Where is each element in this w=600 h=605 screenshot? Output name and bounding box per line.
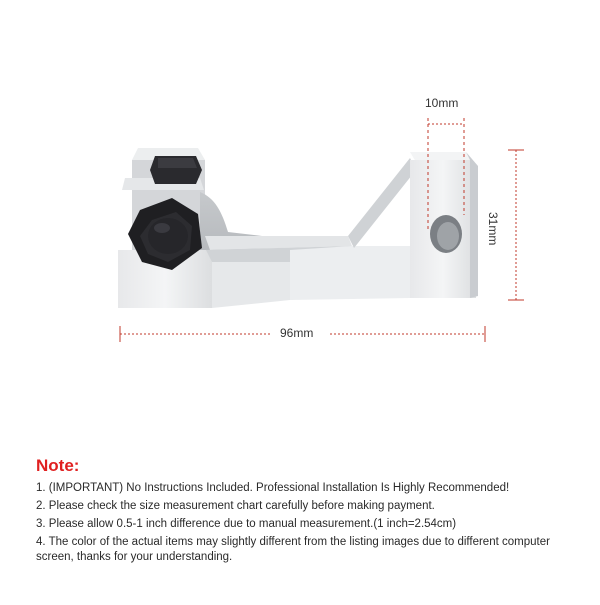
- thickness-dimension-label: 10mm: [425, 96, 459, 110]
- height-dimension-label: 31mm: [486, 212, 500, 246]
- note-title: Note:: [36, 456, 80, 475]
- nut: [150, 156, 202, 184]
- note-line-2: 2. Please check the size measurement chart carefully before making payment.: [36, 500, 435, 512]
- width-dimension-label: 96mm: [280, 326, 314, 340]
- note-line-3: 3. Please allow 0.5-1 inch difference due to manual measurement.(1 inch=2.54cm): [36, 518, 457, 530]
- notes-section: [36, 456, 584, 568]
- note-line-1: 1. (IMPORTANT) No Instructions Included. Professional Installation Is Highly Recommended!: [36, 482, 510, 494]
- note-line-4: 4. The color of the actual items may slightly different from the listing images due to different computer screen, thanks for your understanding.: [36, 536, 550, 563]
